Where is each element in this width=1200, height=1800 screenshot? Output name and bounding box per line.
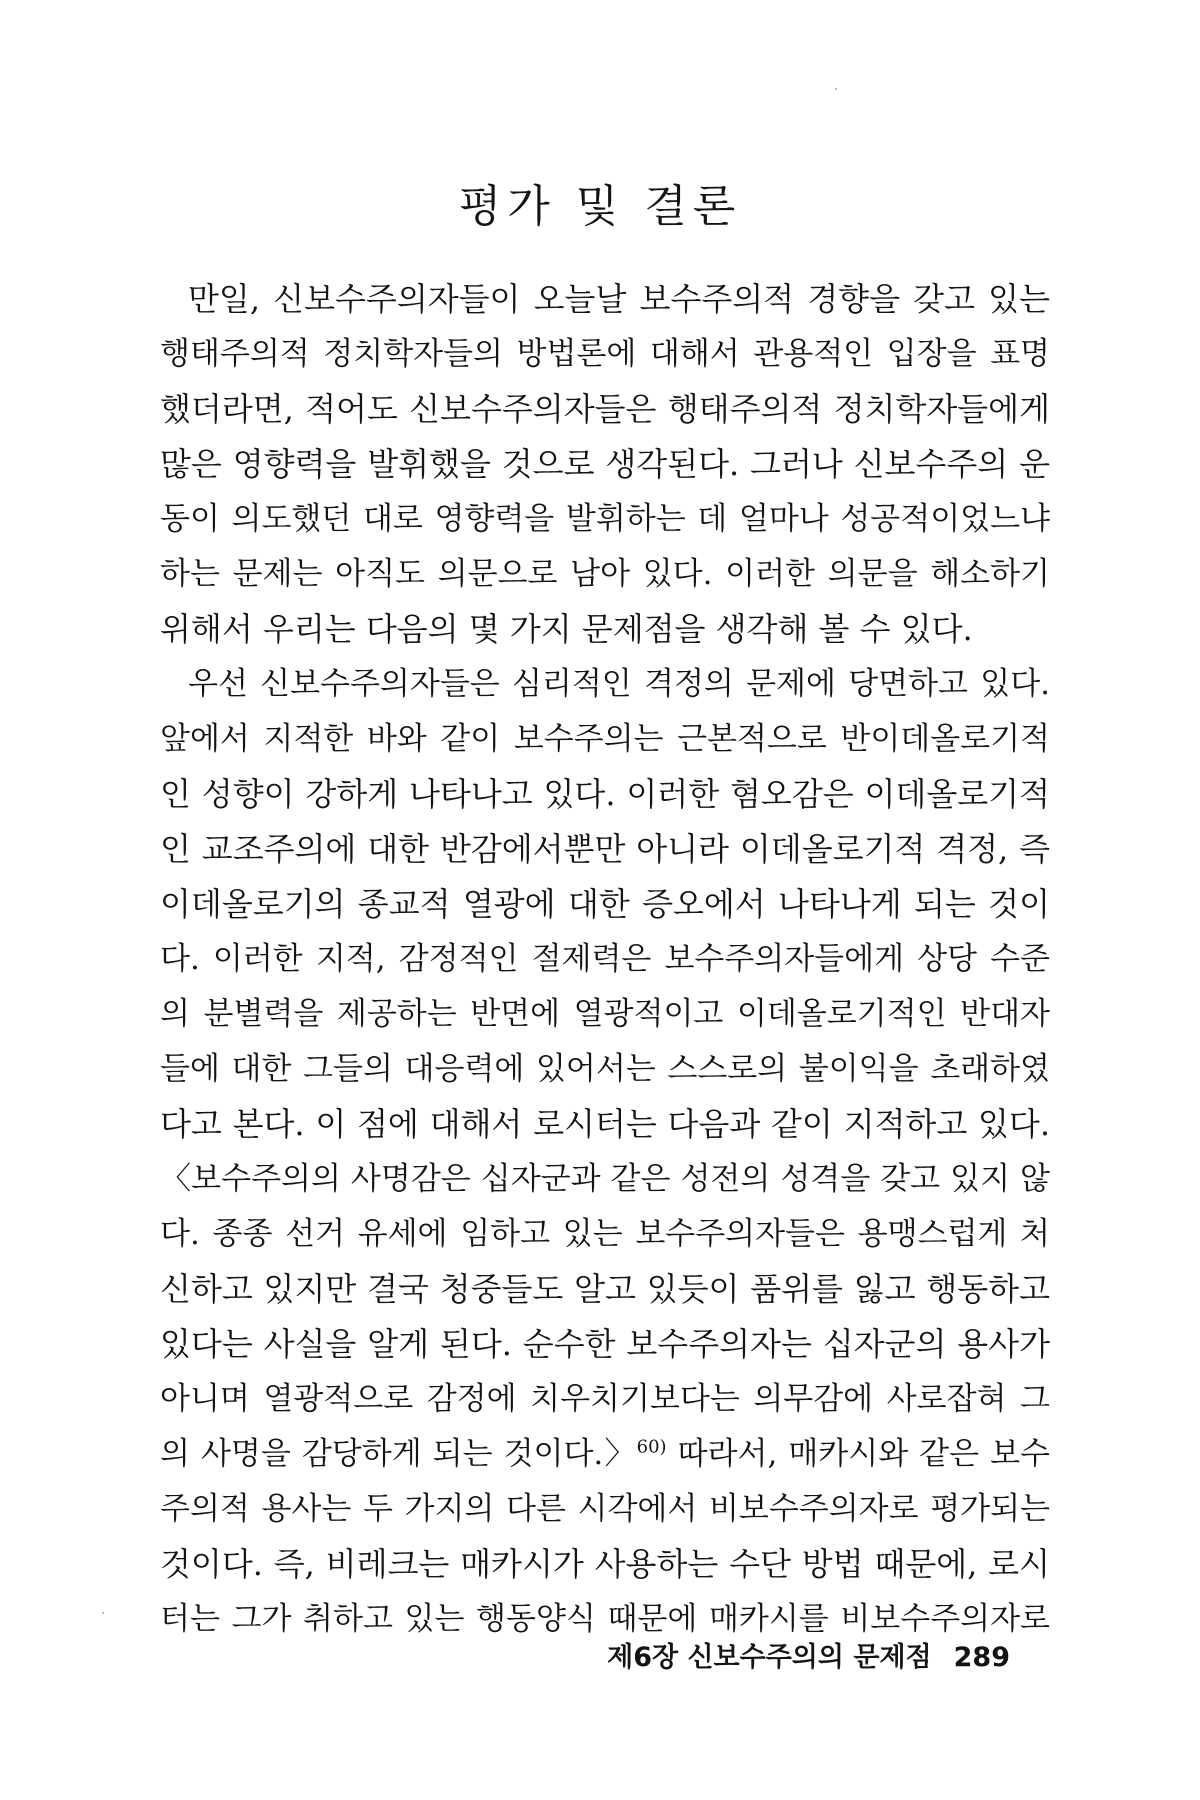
text-line: 인 성향이 강하게 나타나고 있다. 이러한 혐오감은 이데올로기적 — [160, 775, 1050, 813]
text-line: 다. 종종 선거 유세에 임하고 있는 보수주의자들은 용맹스럽게 처 — [160, 1216, 1050, 1252]
text-line: 만일, 신보수주의자들이 오늘날 보수주의적 경향을 갖고 있는 — [188, 280, 1050, 318]
text-line: 신하고 있지만 결국 청중들도 알고 있듯이 품위를 잃고 행동하고 — [160, 1270, 1050, 1308]
section-title: 평가 및 결론 — [458, 181, 742, 232]
footnote-ref: 60) — [636, 1436, 667, 1458]
text-segment: 의 사명을 감당하게 되는 것이다.〉 — [160, 1436, 637, 1472]
scan-speck — [102, 1612, 104, 1614]
text-line: 위해서 우리는 다음의 몇 가지 문제점을 생각해 볼 수 있다. — [160, 610, 973, 648]
text-line: 인 교조주의에 대한 반감에서뿐만 아니라 이데올로기적 격정, 즉 — [160, 830, 1050, 868]
text-line-with-footnote — [160, 1427, 1050, 1482]
text-line: 〈보수주의의 사명감은 십자군과 같은 성전의 성격을 갖고 있지 않 — [160, 1161, 1050, 1197]
page-number: 289 — [953, 1642, 1010, 1673]
text-line: 우선 신보수주의자들은 심리적인 격정의 문제에 당면하고 있다. — [188, 666, 1050, 702]
text-line: 다고 본다. 이 점에 대해서 로시터는 다음과 같이 지적하고 있다. — [160, 1105, 1050, 1143]
text-line: 이데올로기의 종교적 열광에 대한 증오에서 나타나게 되는 것이 — [160, 885, 1050, 923]
page-footer — [607, 1635, 1010, 1674]
text-segment: 따라서, 매카시와 같은 보수 — [666, 1436, 1050, 1472]
text-line: 했더라면, 적어도 신보수주의자들은 행태주의적 정치학자들에게 — [160, 390, 1050, 428]
chapter-label: 제6장 신보수주의의 문제점 — [607, 1642, 932, 1673]
text-line: 행태주의적 정치학자들의 방법론에 대해서 관용적인 입장을 표명 — [160, 336, 1050, 372]
text-line: 동이 의도했던 대로 영향력을 발휘하는 데 얼마나 성공적이었느냐 — [160, 501, 1050, 537]
scan-speck — [835, 88, 837, 90]
text-line: 주의적 용사는 두 가지의 다른 시각에서 비보수주의자로 평가되는 — [160, 1491, 1050, 1527]
text-line: 하는 문제는 아직도 의문으로 남아 있다. 이러한 의문을 해소하기 — [160, 556, 1050, 592]
text-line: 의 분별력을 제공하는 반면에 열광적이고 이데올로기적인 반대자 — [160, 996, 1050, 1032]
text-line: 앞에서 지적한 바와 같이 보수주의는 근본적으로 반이데올로기적 — [160, 721, 1050, 757]
text-line: 많은 영향력을 발휘했을 것으로 생각된다. 그러나 신보수주의 운 — [160, 445, 1050, 483]
text-line: 있다는 사실을 알게 된다. 순수한 보수주의자는 십자군의 용사가 — [160, 1325, 1050, 1363]
text-line: 다. 이러한 지적, 감정적인 절제력은 보수주의자들에게 상당 수준 — [160, 941, 1050, 977]
text-line: 아니며 열광적으로 감정에 치우치기보다는 의무감에 사로잡혀 그 — [160, 1381, 1050, 1417]
text-line: 것이다. 즉, 비레크는 매카시가 사용하는 수단 방법 때문에, 로시 — [160, 1545, 1050, 1583]
text-line: 터는 그가 취하고 있는 행동양식 때문에 매카시를 비보수주의자로 — [160, 1601, 1050, 1637]
body-text — [160, 272, 1050, 1647]
text-line: 들에 대한 그들의 대응력에 있어서는 스스로의 불이익을 초래하였 — [160, 1051, 1050, 1087]
